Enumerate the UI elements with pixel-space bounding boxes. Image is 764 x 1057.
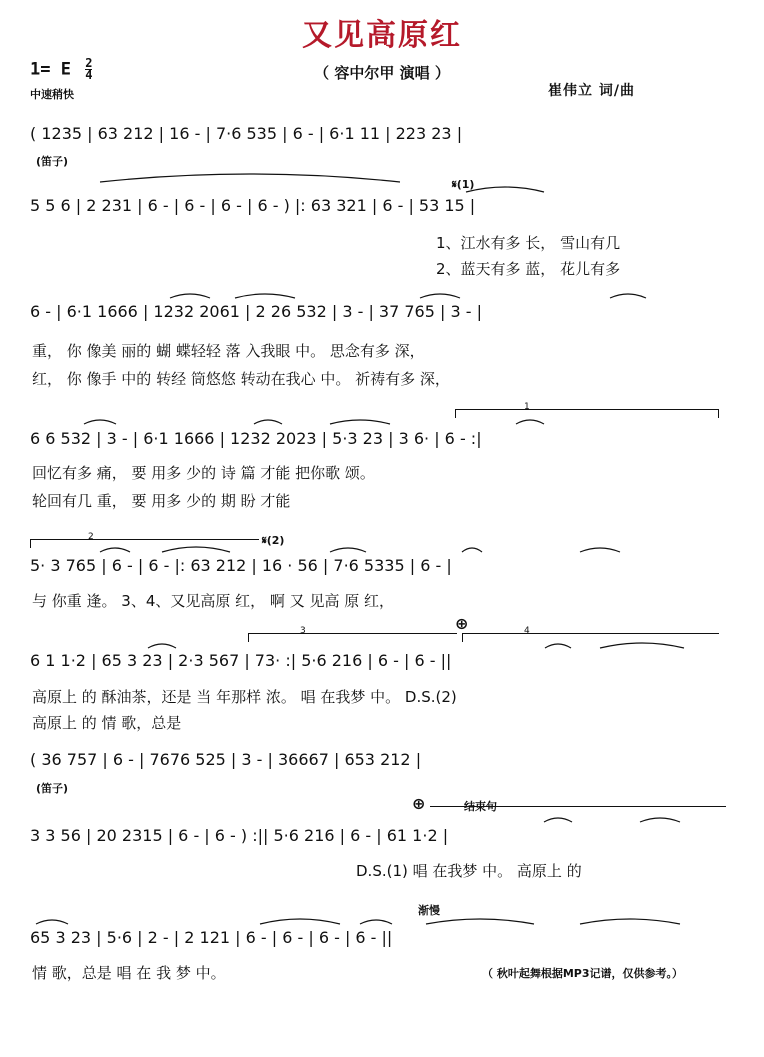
score-row-6: 6 1 1·2 | 65 3 23 | 2·3 567 | 73· :| 5·6 216 | 6 - | 6 - || xyxy=(30,651,452,670)
slur-arc xyxy=(100,174,400,182)
score-row-8: 3 3 56 | 20 2315 | 6 - | 6 - ) :|| 5·6 216 | 6 - | 61 1·2 | xyxy=(30,826,449,845)
score-row-3: 6 - | 6·1 1666 | 1232 2061 | 2 26 532 | 3 - | 37 765 | 3 - | xyxy=(30,302,482,321)
key-label: 1= E xyxy=(30,59,71,80)
slur-arc xyxy=(610,294,646,298)
flute-label-2: (笛子) xyxy=(36,782,69,795)
slur-arc xyxy=(100,548,130,552)
slur-arc xyxy=(462,548,482,552)
slur-arc xyxy=(330,420,390,424)
score-row-5: 5· 3 765 | 6 - | 6 - |: 63 212 | 16 · 56 | 7·6 5335 | 6 - | xyxy=(30,556,452,575)
score-row-7: ( 36 757 | 6 - | 7676 525 | 3 - | 36667 | 653 212 | xyxy=(30,750,422,769)
slur-arc xyxy=(544,818,572,822)
slur-arc xyxy=(545,644,571,648)
lyric-row-4-verse-1: 回忆有多 痛， 要 用多 少的 诗 篇 才能 把你歌 颂。 xyxy=(32,464,375,482)
slur-arc xyxy=(254,420,282,424)
score-row-9: 65 3 23 | 5·6 | 2 - | 2 121 | 6 - | 6 - | 6 - | 6 - || xyxy=(30,928,393,947)
score-row-2: 5 5 6 | 2 231 | 6 - | 6 - | 6 - | 6 - ) |: 63 321 | 6 - | 53 15 | xyxy=(30,196,476,215)
ritardando-mark: 渐慢 xyxy=(418,904,440,917)
slur-arc xyxy=(170,294,210,298)
slur-arc xyxy=(148,644,176,648)
lyric-row-8: D.S.(1) 唱 在我梦 中。 高原上 的 xyxy=(356,862,582,880)
time-sig-top: 2 xyxy=(85,56,93,70)
slur-arc xyxy=(330,548,366,552)
slur-arc xyxy=(600,643,684,648)
lyric-row-9: 情 歌，总是 唱 在 我 梦 中。 xyxy=(32,964,226,982)
composer-credit: 崔伟立 词/曲 xyxy=(548,83,635,99)
score-row-4: 6 6 532 | 3 - | 6·1 1666 | 1232 2023 | 5·3 23 | 3 6· | 6 - :| xyxy=(30,429,482,448)
slur-arc xyxy=(162,547,230,552)
time-sig-bottom: 4 xyxy=(85,68,93,82)
lyric-row-5: 与 你重 逢。 3、4、又见高原 红， 啊 又 见高 原 红， xyxy=(32,592,395,610)
lyric-row-6-verse-2: 高原上 的 情 歌，总是 xyxy=(32,714,182,732)
slur-arc xyxy=(84,420,116,424)
lyric-row-2-verse-2: 2、蓝天有多 蓝， 花儿有多 xyxy=(436,260,621,278)
slur-arc xyxy=(235,294,295,298)
volta-number-4: 4 xyxy=(524,626,530,636)
coda-sign-icon-2: ⊕ xyxy=(412,794,426,813)
flute-label: (笛子) xyxy=(36,155,69,168)
lyric-row-3-verse-1: 重， 你 像美 丽的 蝴 蝶轻轻 落 入我眼 中。 思念有多 深， xyxy=(32,342,425,360)
volta-number-2: 2 xyxy=(88,532,94,542)
coda-sign-icon: ⊕ xyxy=(455,614,469,633)
slur-arc xyxy=(580,919,680,924)
tempo-marking: 中速稍快 xyxy=(30,88,74,101)
slur-arc xyxy=(36,920,68,924)
slur-arc xyxy=(260,919,340,924)
ending-label: 结束句 xyxy=(464,800,497,813)
song-title: 又见高原红 xyxy=(302,18,462,53)
transcriber-note: （ 秋叶起舞根据MP3记谱，仅供参考。） xyxy=(482,967,683,980)
segno-mark: 𝄋(1) xyxy=(452,178,475,191)
slur-arc xyxy=(516,420,544,424)
slur-arc xyxy=(640,818,680,822)
slur-arc xyxy=(580,548,620,552)
score-row-1: ( 1235 | 63 212 | 16 - | 7·6 535 | 6 - | 6·1 11 | 223 23 | xyxy=(30,124,463,143)
segno-mark-2: 𝄋(2) xyxy=(262,534,285,547)
lyric-row-3-verse-2: 红， 你 像手 中的 转经 筒悠悠 转动在我心 中。 祈祷有多 深， xyxy=(32,370,450,388)
slur-arc xyxy=(360,920,392,924)
slur-arc xyxy=(466,187,544,192)
lyric-row-2-verse-1: 1、江水有多 长， 雪山有几 xyxy=(436,234,621,252)
lyric-row-4-verse-2: 轮回有几 重， 要 用多 少的 期 盼 才能 xyxy=(32,492,291,510)
slur-arc xyxy=(426,919,534,924)
singer-credit: （ 容中尔甲 演唱 ） xyxy=(314,64,450,82)
volta-number-3: 3 xyxy=(300,626,306,636)
lyric-row-6-verse-1: 高原上 的 酥油茶，还是 当 年那样 浓。 唱 在我梦 中。 D.S.(2) xyxy=(32,688,457,706)
volta-number-1: 1 xyxy=(524,402,530,412)
slur-arc xyxy=(420,294,460,298)
